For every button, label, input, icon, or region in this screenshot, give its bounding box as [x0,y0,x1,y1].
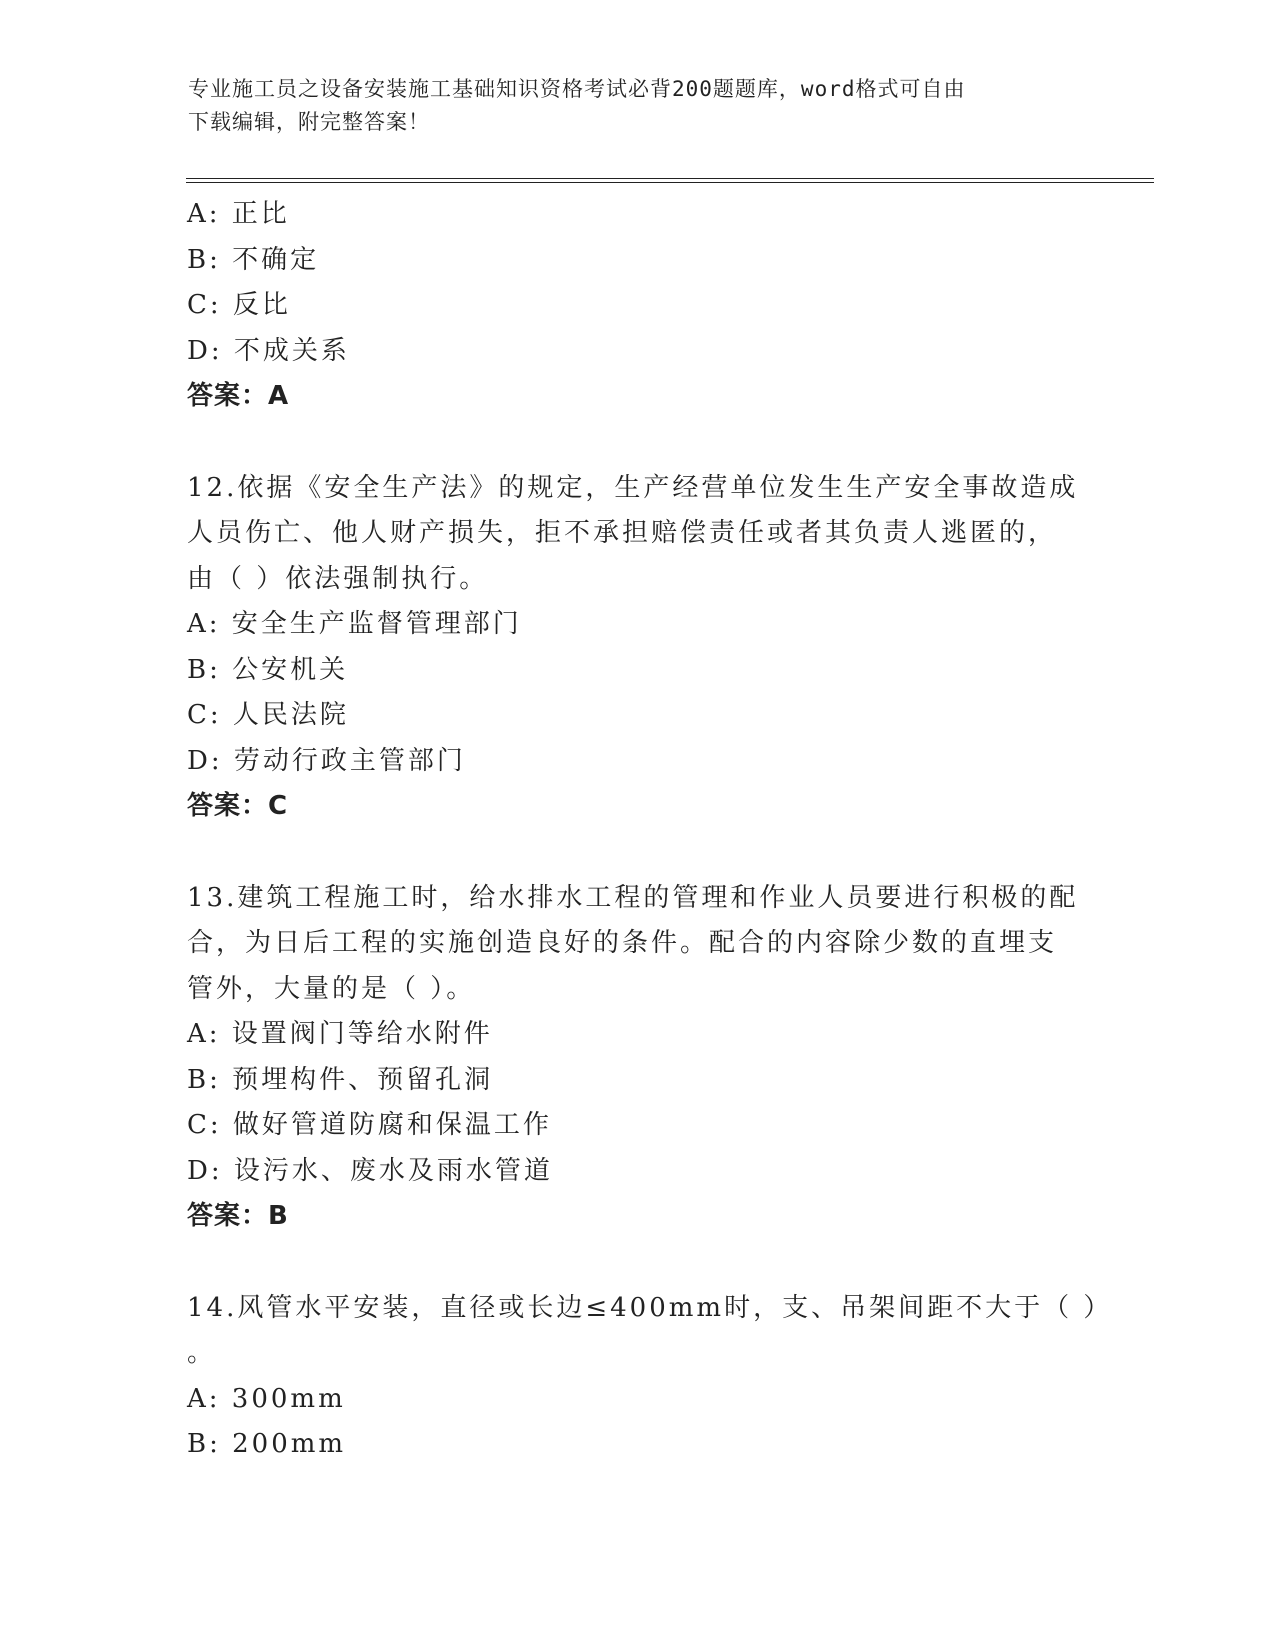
option-c: C: 反比 [187,290,291,320]
header-line-2: 下载编辑，附完整答案！ [188,110,430,134]
question-13 [187,876,1087,1240]
question-11 [187,192,1087,420]
document-header [188,73,1088,139]
option-c: C: 做好管道防腐和保温工作 [187,1110,552,1140]
option-b: B: 公安机关 [187,654,349,685]
question-text-line: 人员伤亡、他人财产损失，拒不承担赔偿责任或者其负责人逃匿的， [187,518,1058,548]
question-14 [187,1286,1113,1468]
option-b: B: 预埋构件、预留孔洞 [187,1064,494,1095]
option-a: A: 设置阀门等给水附件 [187,1019,493,1049]
header-divider-top [186,178,1154,179]
question-text-line: 管外，大量的是（ ）。 [187,973,476,1004]
answer-line: 答案：C [187,791,289,821]
option-d: D: 劳动行政主管部门 [187,745,466,776]
question-text-line: 12.依据《安全生产法》的规定，生产经营单位发生生产安全事故造成 [187,472,1079,503]
option-a: A: 安全生产监督管理部门 [187,609,522,639]
question-12 [187,466,1087,830]
option-b: B: 200mm [187,1429,347,1459]
option-a: A: 300mm [187,1383,346,1414]
option-a: A: 正比 [187,199,290,229]
question-list [187,192,1113,1468]
header-divider-bottom [186,182,1154,183]
answer-line: 答案：A [187,381,290,411]
option-d: D: 不成关系 [187,335,350,366]
question-text-line: 。 [187,1338,217,1368]
question-text-line: 合，为日后工程的实施创造良好的条件。配合的内容除少数的直埋支 [187,928,1058,958]
option-b: B: 不确定 [187,244,320,275]
answer-line: 答案：B [187,1201,289,1231]
question-text-line: 14.风管水平安装，直径或长边≤400mm时，支、吊架间距不大于（ ） [187,1292,1113,1323]
question-text-line: 13.建筑工程施工时，给水排水工程的管理和作业人员要进行积极的配 [187,882,1079,913]
header-line-1: 专业施工员之设备安装施工基础知识资格考试必背200题题库，word格式可自由 [188,77,966,101]
question-text-line: 由（ ）依法强制执行。 [187,563,489,594]
option-d: D: 设污水、废水及雨水管道 [187,1155,553,1186]
option-c: C: 人民法院 [187,700,349,730]
